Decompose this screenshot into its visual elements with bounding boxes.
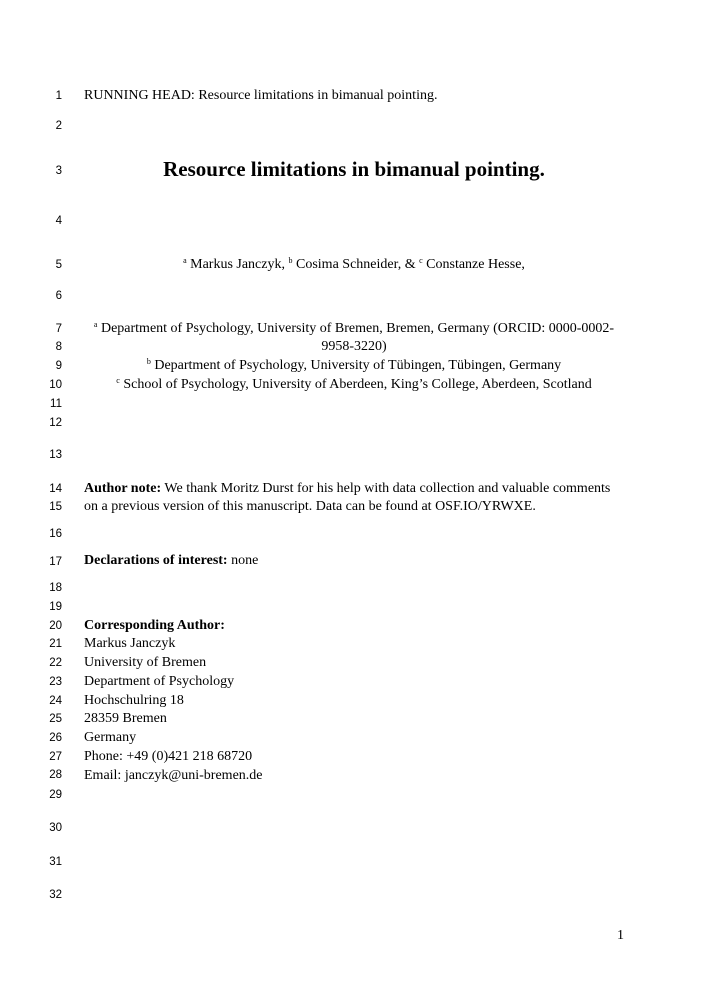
line-number: 17 [49, 556, 62, 568]
author-note-label: Author note: [84, 481, 162, 496]
line-number: 23 [49, 676, 62, 688]
affiliation-text: Department of Psychology, University of Tübingen, Tübingen, Germany [154, 358, 562, 373]
author-name: Markus Janczyk, [190, 257, 289, 272]
line-number: 29 [49, 789, 62, 801]
author-name: Cosima Schneider, & [296, 257, 420, 272]
line-number: 24 [49, 695, 62, 707]
line-number: 9 [55, 360, 62, 372]
line-number: 2 [55, 120, 62, 132]
line-number: 31 [49, 856, 62, 868]
line-number: 27 [49, 751, 62, 763]
corresponding-email: Email: janczyk@uni-bremen.de [84, 768, 263, 783]
author-note [84, 480, 610, 497]
corresponding-line: Hochschulring 18 [84, 693, 184, 708]
line-number: 14 [49, 483, 62, 495]
author-note-continued: on a previous version of this manuscript. Data can be found at OSF.IO/YRWXE. [84, 499, 536, 514]
affiliation-b [84, 357, 624, 374]
affiliation-marker: c [116, 376, 120, 385]
line-number: 10 [49, 379, 62, 391]
affiliation-text: School of Psychology, University of Aberdeen, King’s College, Aberdeen, Scotland [123, 377, 592, 392]
corresponding-line: 28359 Bremen [84, 711, 167, 726]
page-title: Resource limitations in bimanual pointing. [163, 157, 545, 181]
line-number: 15 [49, 501, 62, 513]
line-number: 20 [49, 620, 62, 632]
affiliation-a [84, 320, 624, 337]
author-name: Constanze Hesse, [426, 257, 525, 272]
affiliation-marker: b [146, 357, 151, 366]
affiliation-a-continued: 9958-3220) [321, 339, 387, 354]
corresponding-line: Germany [84, 730, 137, 745]
line-number: 11 [50, 398, 62, 410]
line-number: 22 [49, 657, 62, 669]
declarations-label: Declarations of interest: [84, 553, 228, 568]
line-number: 18 [49, 582, 62, 594]
line-number: 28 [49, 769, 62, 781]
affiliation-marker: a [183, 256, 187, 265]
affiliation-marker: b [288, 256, 293, 265]
line-number: 4 [55, 215, 62, 227]
line-number: 13 [49, 449, 62, 461]
declarations [84, 552, 258, 569]
line-number: 19 [49, 601, 62, 613]
line-number: 3 [55, 165, 62, 177]
author-list [84, 256, 624, 273]
corresponding-line: Markus Janczyk [84, 636, 176, 651]
line-number: 25 [49, 713, 62, 725]
corresponding-author-heading [84, 617, 225, 634]
line-number: 26 [49, 732, 62, 744]
page-number: 1 [617, 928, 624, 943]
corresponding-line: Department of Psychology [84, 674, 235, 689]
running-head: RUNNING HEAD: Resource limitations in bimanual pointing. [84, 88, 438, 103]
line-number: 16 [49, 528, 62, 540]
affiliation-text: Department of Psychology, University of Bremen, Bremen, Germany (ORCID: 0000-0002- [100, 321, 615, 336]
corresponding-phone: Phone: +49 (0)421 218 68720 [84, 749, 253, 764]
line-number: 5 [55, 259, 62, 271]
line-number: 12 [49, 417, 62, 429]
line-number: 30 [49, 822, 62, 834]
line-number: 7 [55, 323, 62, 335]
declarations-value: none [227, 553, 259, 568]
author-note-text: We thank Moritz Durst for his help with data collection and valuable comments [161, 481, 611, 496]
line-number: 21 [49, 638, 62, 650]
line-number: 32 [49, 889, 62, 901]
corresponding-line: University of Bremen [84, 655, 207, 670]
line-number: 8 [55, 341, 62, 353]
affiliation-c [84, 376, 624, 393]
corresponding-author-label: Corresponding Author: [84, 618, 225, 633]
line-number: 6 [55, 290, 62, 302]
affiliation-marker: c [419, 256, 423, 265]
affiliation-marker: a [93, 320, 98, 329]
line-number: 1 [55, 90, 62, 102]
